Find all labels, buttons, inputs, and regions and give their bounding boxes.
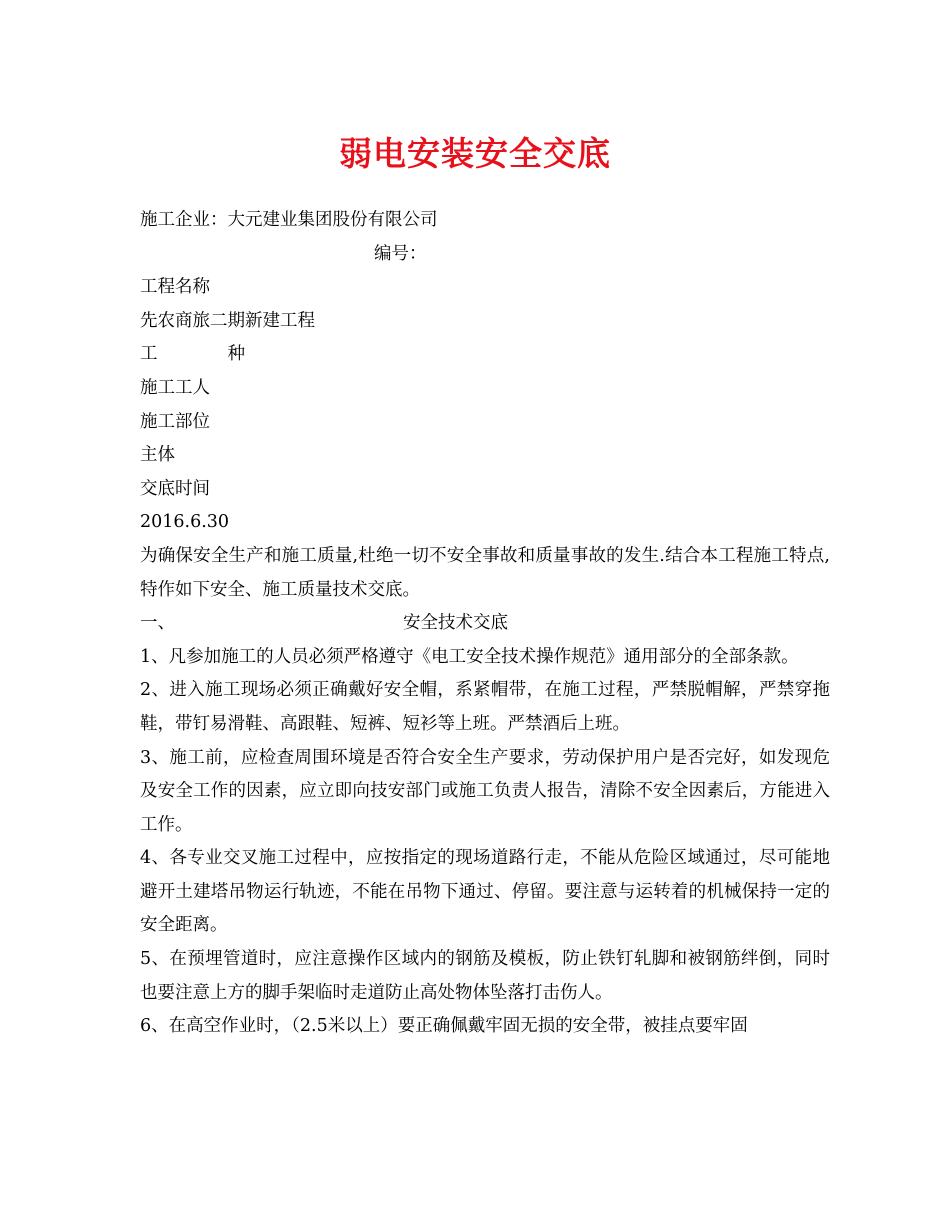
date-value: 2016.6.30 bbox=[140, 512, 230, 533]
trade-label-b: 种 bbox=[227, 344, 245, 365]
list-item: 5、在预埋管道时，应注意操作区域内的钢筋及模板，防止铁钉轧脚和被钢筋绊倒，同时也要注意上方的脚手架临时走道防止高处物体坠落打击伤人。 bbox=[140, 949, 830, 1003]
list-item: 6、在高空作业时，（2.5米以上）要正确佩戴牢固无损的安全带，被挂点要牢固 bbox=[140, 1016, 748, 1037]
document-title: 弱电安装安全交底 bbox=[339, 134, 611, 173]
document-body bbox=[140, 204, 830, 1044]
number-label: 编号： bbox=[374, 243, 427, 264]
list-item: 1、凡参加施工的人员必须严格遵守《电工安全技术操作规范》通用部分的全部条款。 bbox=[140, 646, 799, 667]
section-title: 安全技术交底 bbox=[403, 613, 508, 634]
intro-paragraph: 为确保安全生产和施工质量,杜绝一切不安全事故和质量事故的发生.结合本工程施工特点,特作如下安全、施工质量技术交底。 bbox=[140, 545, 830, 600]
trade-label-a: 工 bbox=[140, 344, 158, 365]
location-label: 施工部位 bbox=[140, 411, 210, 432]
section-number: 一、 bbox=[140, 613, 175, 634]
list-item: 2、进入施工现场必须正确戴好安全帽，系紧帽带，在施工过程，严禁脱帽解，严禁穿拖鞋，带钉易滑鞋、高跟鞋、短裤、短衫等上班。严禁酒后上班。 bbox=[140, 680, 830, 734]
trade-label bbox=[140, 338, 830, 372]
date-label: 交底时间 bbox=[140, 478, 210, 499]
project-name-value: 先农商旅二期新建工程 bbox=[140, 310, 315, 331]
section-heading bbox=[140, 607, 830, 641]
project-name-label: 工程名称 bbox=[140, 277, 210, 298]
list-item: 3、施工前，应检查周围环境是否符合安全生产要求，劳动保护用户是否完好，如发现危及安全工作的因素，应立即向技安部门或施工负责人报告，清除不安全因素后，方能进入工作。 bbox=[140, 747, 830, 835]
list-item: 4、各专业交叉施工过程中，应按指定的现场道路行走，不能从危险区域通过，尽可能地避开土建塔吊物运行轨迹，不能在吊物下通过、停留。要注意与运转着的机械保持一定的安全距离。 bbox=[140, 848, 830, 936]
location-value: 主体 bbox=[140, 445, 175, 466]
company-line: 施工企业：大元建业集团股份有限公司 bbox=[140, 210, 438, 230]
workers-label: 施工工人 bbox=[140, 377, 210, 398]
